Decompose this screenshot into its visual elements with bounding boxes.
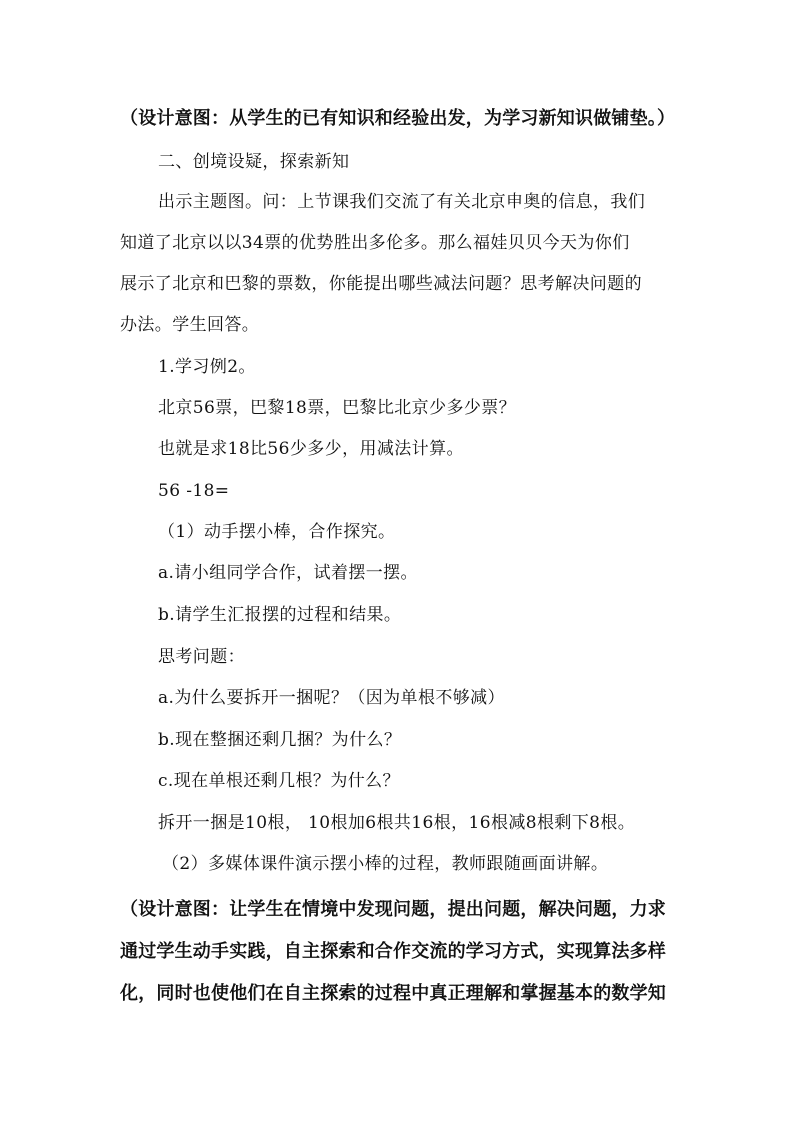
paragraph-line: 出示主题图。问：上节课我们交流了有关北京申奥的信息，我们 (158, 192, 646, 212)
design-intent-2: 化，同时也使他们在自主探索的过程中真正理解和掌握基本的数学知 (120, 983, 666, 1004)
example-heading: 1.学习例2。 (158, 357, 256, 377)
design-intent-1: （设计意图：从学生的已有知识和经验出发，为学习新知识做铺垫。） (120, 108, 676, 129)
list-item: c.现在单根还剩几根？为什么？ (158, 771, 400, 791)
design-intent-2: 通过学生动手实践，自主探索和合作交流的学习方式，实现算法多样 (120, 941, 666, 962)
paragraph-line: 知道了北京以以34票的优势胜出多伦多。那么福娃贝贝今天为你们 (120, 233, 630, 253)
paragraph-line: 展示了北京和巴黎的票数，你能提出哪些减法问题？思考解决问题的 (120, 274, 642, 294)
list-item: b.现在整捆还剩几捆？为什么？ (158, 730, 402, 750)
list-item: a.为什么要拆开一捆呢？（因为单根不够减） (158, 688, 505, 708)
list-item: a.请小组同学合作，试着摆一摆。 (158, 563, 418, 583)
question-heading: 思考问题： (158, 647, 245, 667)
list-item: b.请学生汇报摆的过程和结果。 (158, 605, 402, 625)
section-heading: 二、创境设疑，探索新知 (158, 152, 350, 172)
paragraph-line: 办法。学生回答。 (120, 315, 260, 335)
equation: 56 -18= (158, 481, 230, 501)
step-heading: （2）多媒体课件演示摆小棒的过程，教师跟随画面讲解。 (162, 854, 609, 874)
example-question: 北京56票，巴黎18票，巴黎比北京少多少票？ (158, 398, 517, 418)
paragraph-line: 拆开一捆是10根， 10根加6根共16根，16根减8根剩下8根。 (158, 813, 636, 833)
design-intent-2: （设计意图：让学生在情境中发现问题，提出问题，解决问题，力求 (120, 899, 666, 920)
example-explanation: 也就是求18比56少多少，用减法计算。 (158, 439, 464, 459)
step-heading: （1）动手摆小棒，合作探究。 (158, 522, 396, 542)
